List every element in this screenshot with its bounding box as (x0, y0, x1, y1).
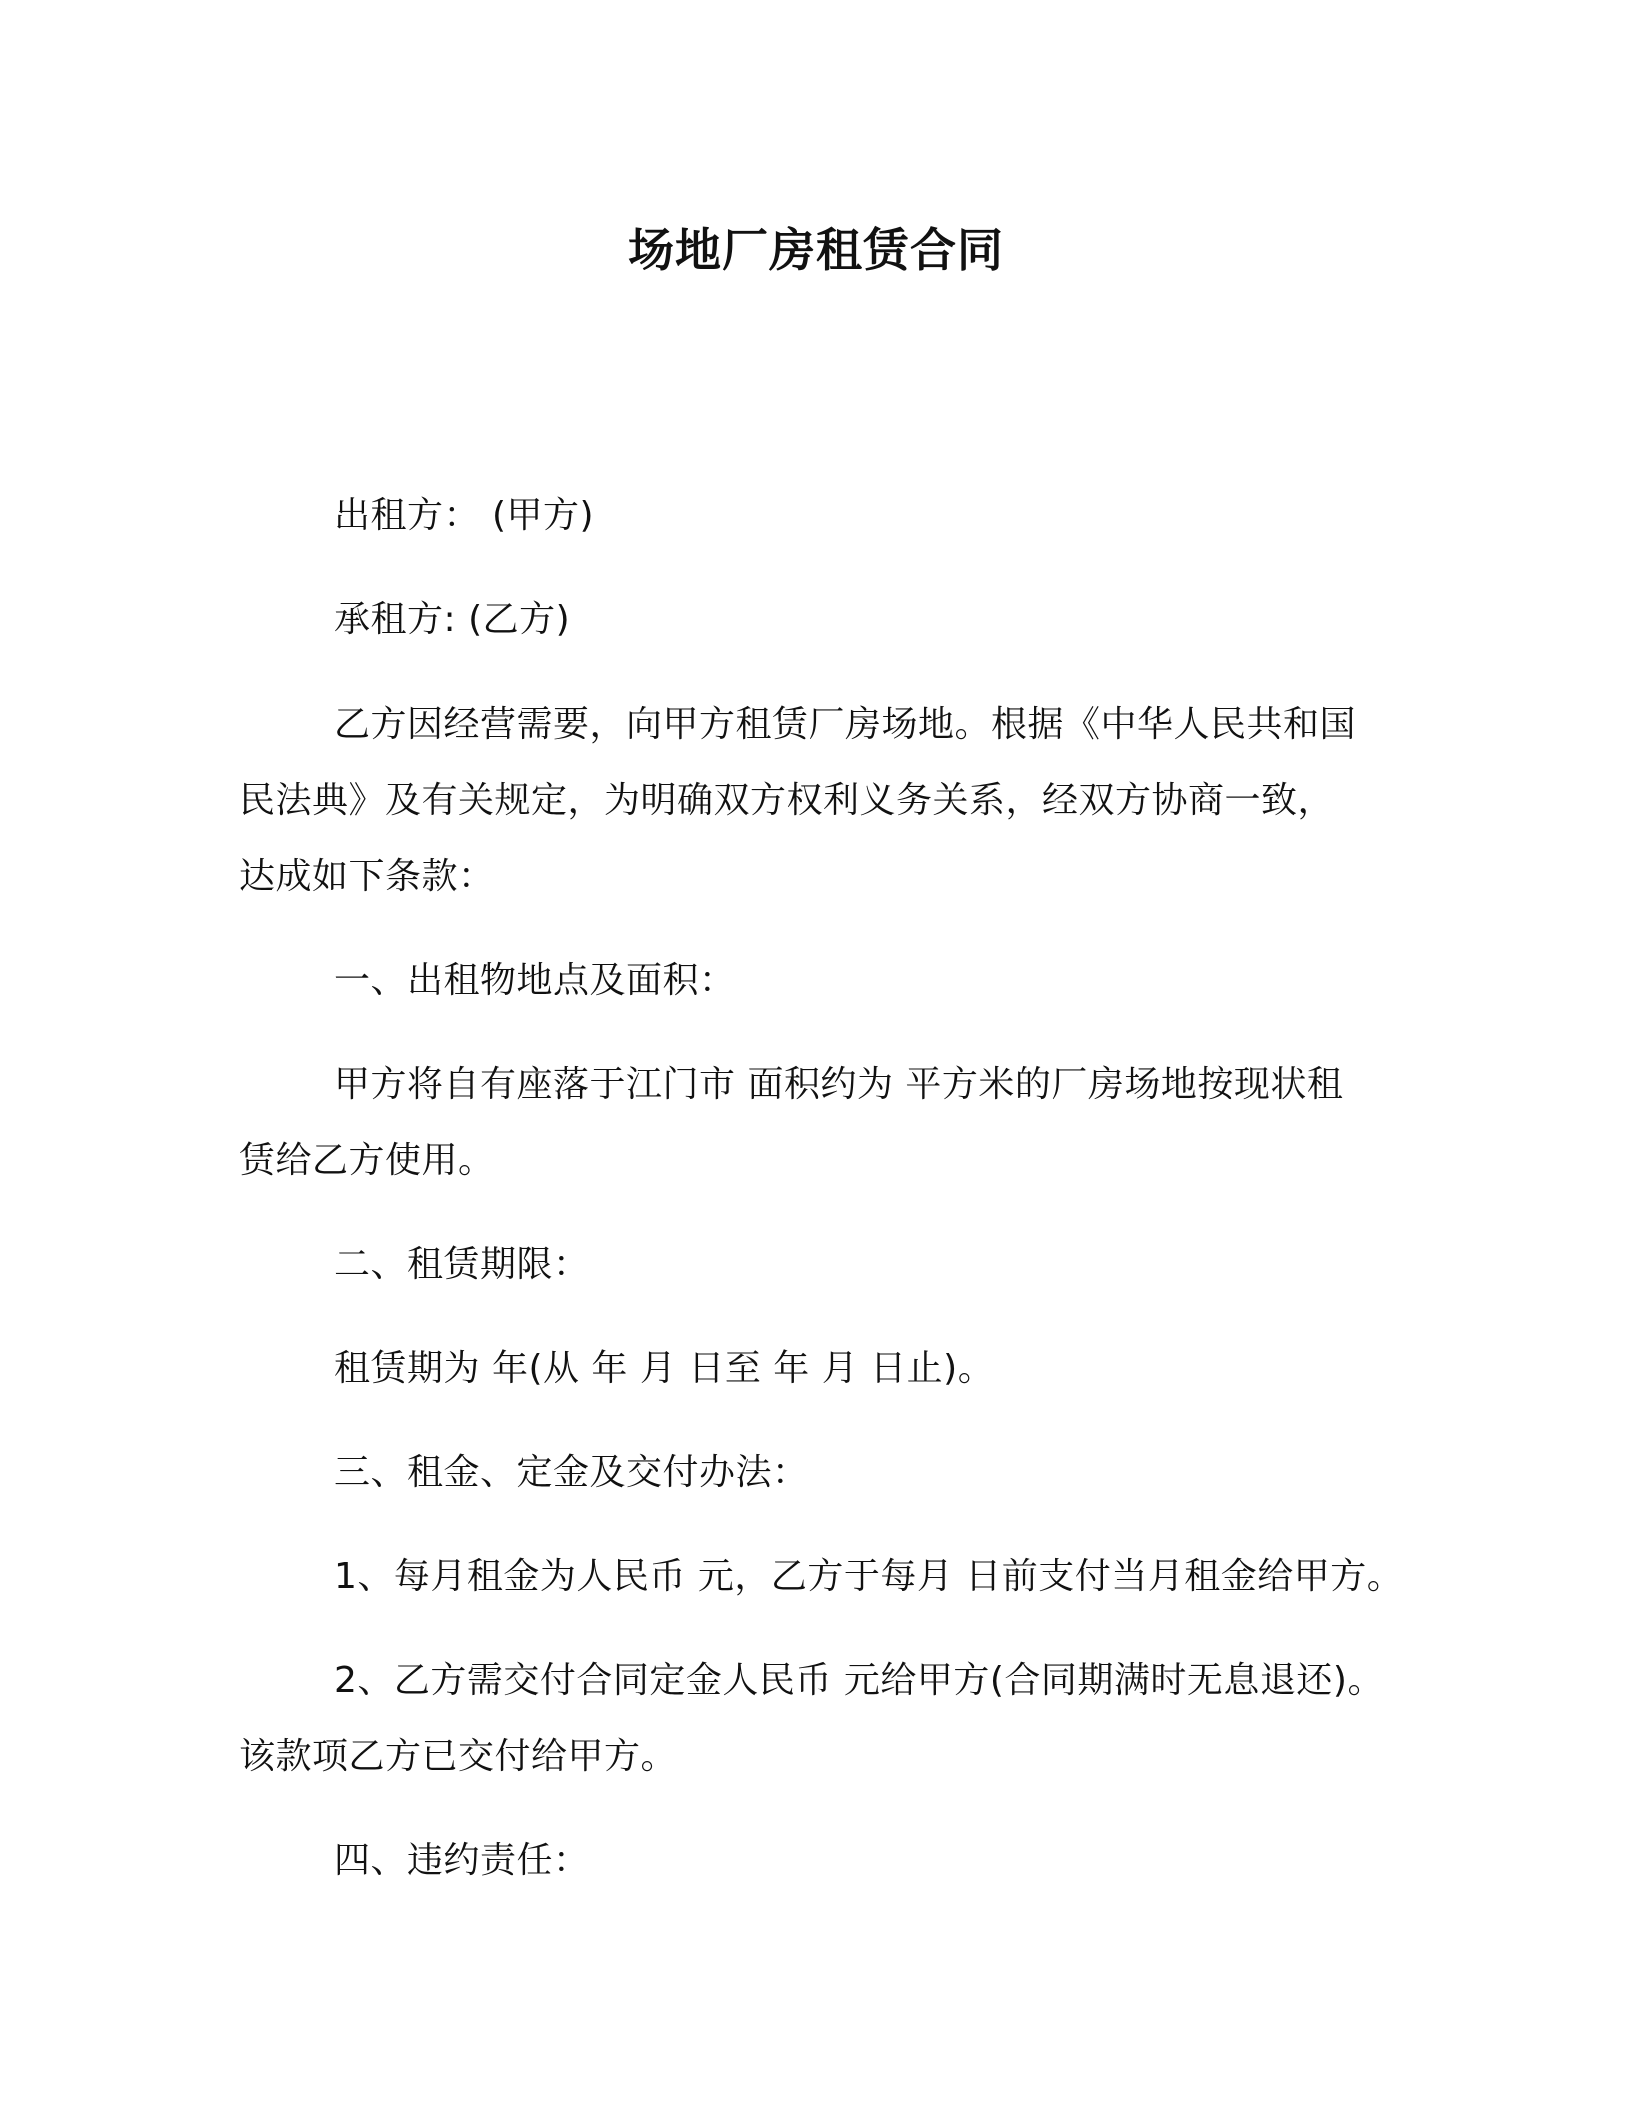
rent-clause-1: 1、每月租金为人民币 元，乙方于每月 日前支付当月租金给甲方。 (334, 1556, 1404, 1597)
preamble-line-3: 达成如下条款： (239, 856, 495, 897)
section-heading-1: 一、出租物地点及面积： (334, 960, 736, 1001)
section-heading-2: 二、租赁期限： (334, 1244, 590, 1285)
preamble-line-2: 民法典》及有关规定，为明确双方权利义务关系，经双方协商一致， (239, 780, 1335, 821)
section-heading-3: 三、租金、定金及交付办法： (334, 1452, 809, 1493)
document-title: 场地厂房租赁合同 (628, 223, 1004, 277)
deposit-clause-line-1: 2、乙方需交付合同定金人民币 元给甲方(合同期满时无息退还)。 (334, 1660, 1384, 1701)
location-line-1: 甲方将自有座落于江门市 面积约为 平方米的厂房场地按现状租 (334, 1064, 1344, 1105)
section-heading-4: 四、违约责任： (334, 1840, 590, 1881)
location-line-2: 赁给乙方使用。 (239, 1140, 495, 1181)
deposit-clause-line-2: 该款项乙方已交付给甲方。 (239, 1736, 678, 1777)
lessee-line: 承租方: (乙方) (334, 599, 571, 640)
term-line: 租赁期为 年(从 年 月 日至 年 月 日止)。 (334, 1348, 995, 1389)
preamble-line-1: 乙方因经营需要，向甲方租赁厂房场地。根据《中华人民共和国 (334, 704, 1357, 745)
lessor-line: 出租方： (甲方) (334, 495, 595, 536)
